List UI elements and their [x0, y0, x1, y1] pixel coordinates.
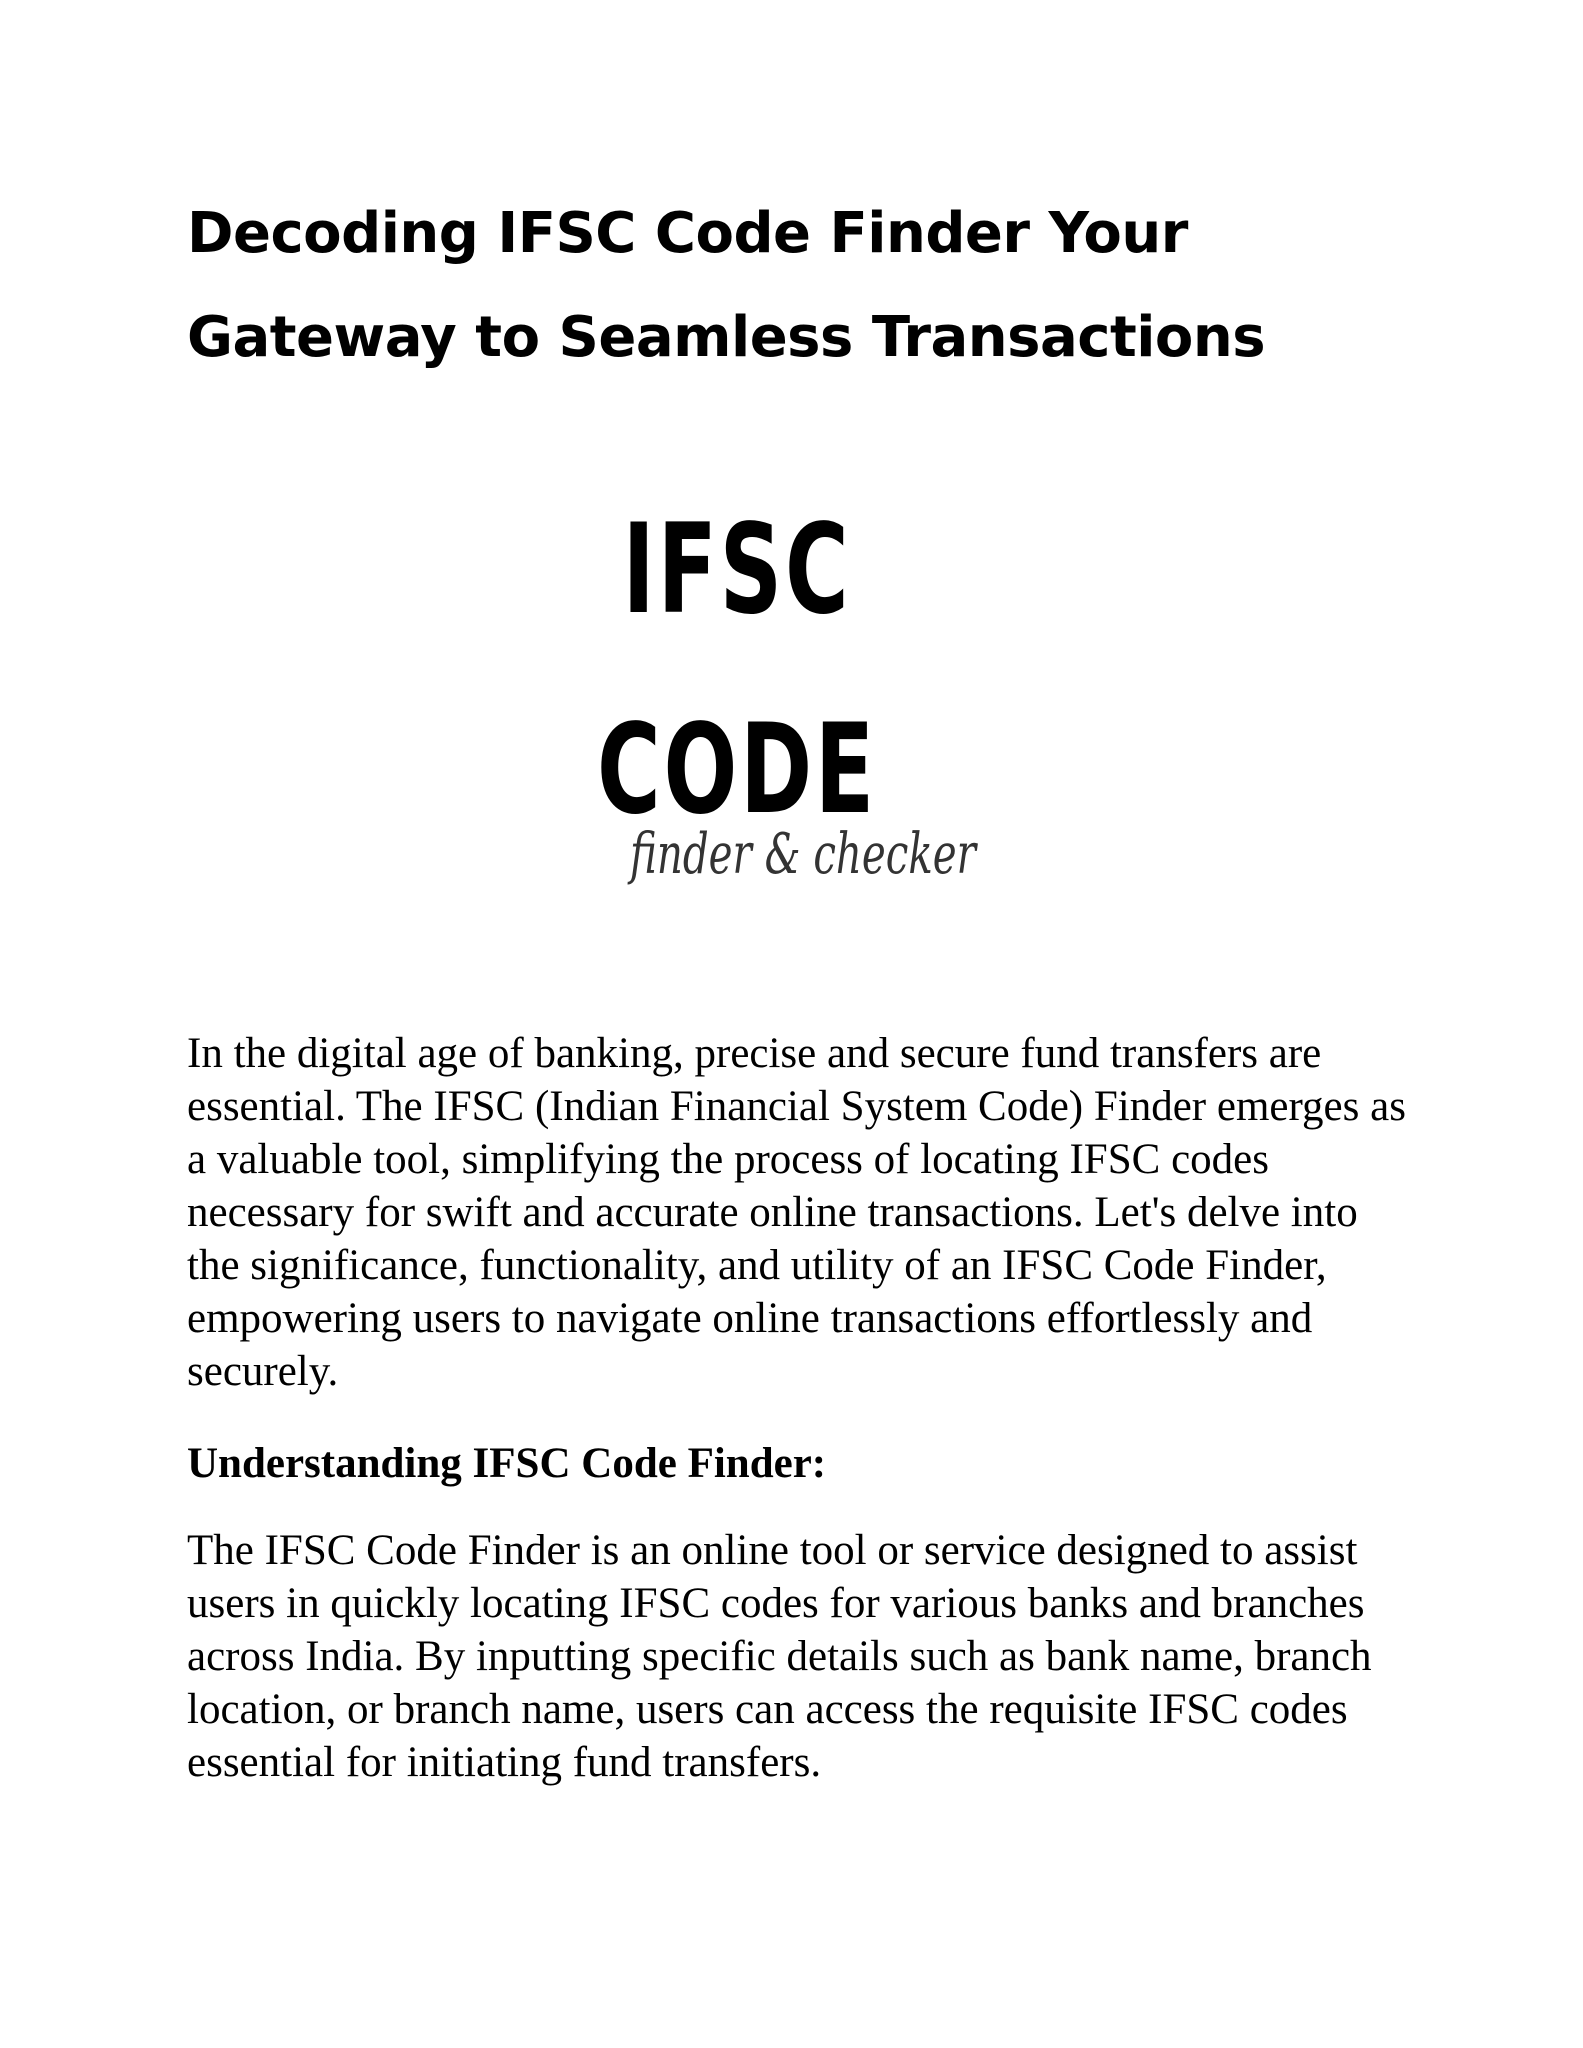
- logo-main-text: IFSC CODE: [596, 498, 878, 842]
- section-heading: Understanding IFSC Code Finder:: [187, 1440, 827, 1487]
- section-paragraph: The IFSC Code Finder is an online tool or service designed to assist users in quickly locating IFSC codes for various banks and branches across India. By inputting specific details such as bank name, branch location, or branch name, users can access the requisite IFSC codes essential for initiating fund transfers.: [187, 1527, 1372, 1786]
- ifsc-code-logo: [520, 470, 1080, 930]
- intro-paragraph: In the digital age of banking, precise and secure fund transfers are essential. The IFSC (Indian Financial System Code) Finder emerges as a valuable tool, simplifying the process of locating IFSC codes necessary for swift and accurate online transactions. Let's delve into the significance, functionality, and utility of an IFSC Code Finder, empowering users to navigate online transactions effortlessly and securely.: [187, 1030, 1406, 1395]
- logo-sub-text: finder & checker: [630, 822, 976, 887]
- document-title: Decoding IFSC Code Finder Your Gateway to Seamless Transactions: [187, 201, 1266, 370]
